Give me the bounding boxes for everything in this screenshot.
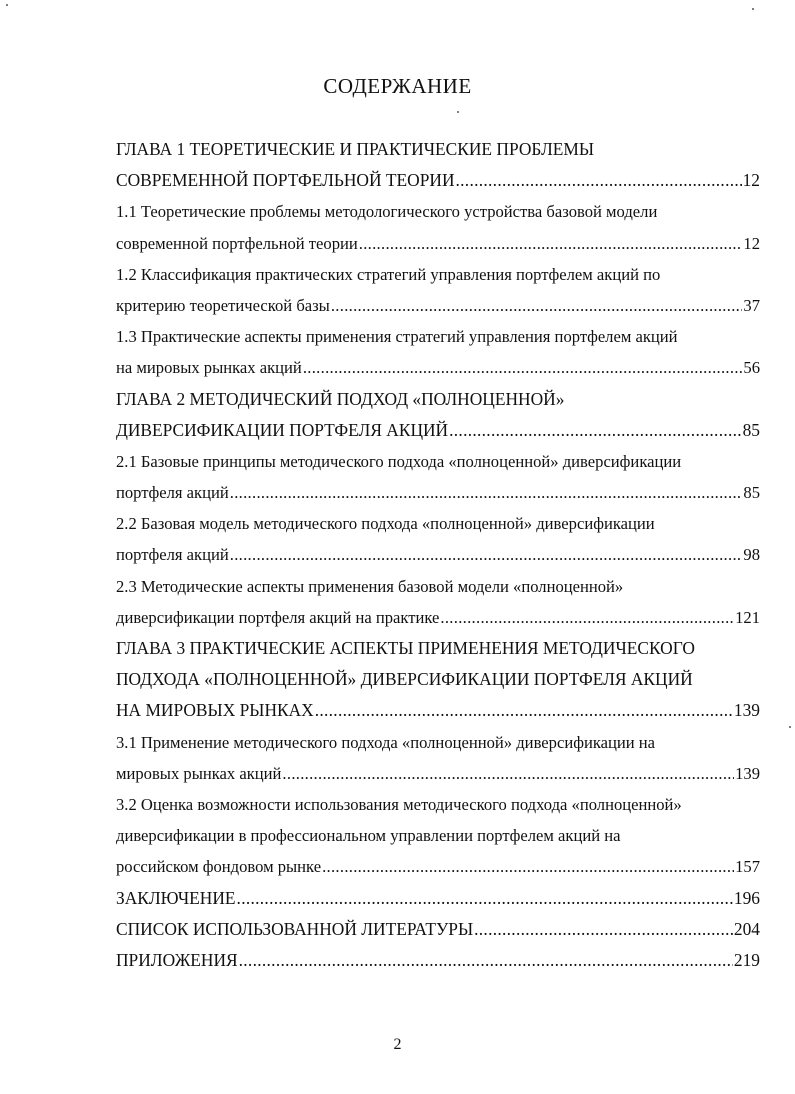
dot-leader (449, 415, 741, 446)
dot-leader (331, 290, 743, 321)
toc-entry-appendices[interactable] (116, 945, 760, 976)
toc-entry-2-1[interactable] (116, 446, 760, 508)
toc-page-number: 85 (743, 483, 760, 503)
dot-leader (230, 539, 743, 570)
scan-speck (6, 4, 8, 6)
scan-speck (789, 726, 791, 728)
toc-line: критерию теоретической базы (116, 295, 330, 315)
toc-page-number: 139 (733, 700, 760, 721)
toc-line: 2.3 Методические аспекты применения базовой модели «полноценной» (116, 576, 624, 596)
scan-speck (457, 111, 459, 113)
toc-page-number: 37 (743, 295, 760, 315)
toc-entry-chapter-1[interactable] (116, 134, 760, 196)
dot-leader (322, 851, 734, 882)
dot-leader (359, 228, 743, 259)
toc-line: диверсификации портфеля акций на практике (116, 607, 440, 627)
toc-page-number: 56 (743, 358, 760, 378)
toc-entry-chapter-3[interactable] (116, 633, 760, 727)
toc-entry-2-3[interactable] (116, 571, 760, 633)
toc-page-number: 12 (742, 170, 760, 191)
toc-entry-2-2[interactable] (116, 508, 760, 570)
toc-page-number: 98 (743, 545, 760, 565)
dot-leader (440, 602, 734, 633)
toc-entry-3-2[interactable] (116, 789, 760, 883)
toc-page-number: 204 (733, 918, 760, 939)
toc-line: ЗАКЛЮЧЕНИЕ (116, 887, 236, 908)
toc-line: 3.1 Применение методического подхода «полноценной» диверсификации на (116, 732, 656, 752)
dot-leader (315, 695, 733, 726)
dot-leader (282, 758, 734, 789)
dot-leader (474, 914, 733, 945)
toc-line: мировых рынках акций (116, 763, 282, 783)
dot-leader (237, 883, 733, 914)
toc-page-number: 121 (735, 607, 760, 627)
toc-line: 1.2 Классификация практических стратегий управления портфелем акций по (116, 264, 661, 284)
page-number: 2 (393, 1036, 402, 1053)
dot-leader (456, 165, 742, 196)
toc-line: ГЛАВА 2 МЕТОДИЧЕСКИЙ ПОДХОД «ПОЛНОЦЕННОЙ» (116, 388, 565, 409)
toc-line: ПОДХОДА «ПОЛНОЦЕННОЙ» ДИВЕРСИФИКАЦИИ ПОРТФЕЛЯ АКЦИЙ (116, 669, 693, 690)
toc-line: портфеля акций (116, 545, 229, 565)
toc-line: 1.3 Практические аспекты применения стратегий управления портфелем акций (116, 327, 678, 347)
toc-line: ГЛАВА 1 ТЕОРЕТИЧЕСКИЕ И ПРАКТИЧЕСКИЕ ПРОБЛЕМЫ (116, 139, 594, 159)
toc-line: 1.1 Теоретические проблемы методологического устройства базовой модели (116, 202, 658, 222)
toc-page-number: 219 (733, 949, 760, 970)
toc-line: российском фондовом рынке (116, 857, 322, 877)
toc-entry-chapter-2[interactable] (116, 384, 760, 446)
toc-line: ПРИЛОЖЕНИЯ (116, 949, 238, 970)
toc-page-number: 139 (735, 763, 760, 783)
toc-line: ГЛАВА 3 ПРАКТИЧЕСКИЕ АСПЕКТЫ ПРИМЕНЕНИЯ МЕТОДИЧЕСКОГО (116, 638, 695, 658)
toc-line: СОВРЕМЕННОЙ ПОРТФЕЛЬНОЙ ТЕОРИИ (116, 170, 455, 191)
toc-line: 3.2 Оценка возможности использования методического подхода «полноценной» (116, 794, 682, 814)
toc-line: на мировых рынках акций (116, 358, 302, 378)
page-title: СОДЕРЖАНИЕ (323, 74, 472, 98)
dot-leader (239, 945, 733, 976)
scan-speck (752, 8, 754, 10)
toc-line: портфеля акций (116, 483, 229, 503)
toc-page-number: 157 (735, 857, 760, 877)
toc-line: диверсификации в профессиональном управлении портфелем акций на (116, 826, 621, 846)
toc-line: 2.2 Базовая модель методического подхода «полноценной» диверсификации (116, 514, 655, 534)
toc-entry-1-2[interactable] (116, 259, 760, 321)
toc-page-number: 196 (733, 887, 760, 908)
toc-line: ДИВЕРСИФИКАЦИИ ПОРТФЕЛЯ АКЦИЙ (116, 419, 449, 440)
toc-line: НА МИРОВЫХ РЫНКАХ (116, 700, 314, 721)
toc-line: СПИСОК ИСПОЛЬЗОВАННОЙ ЛИТЕРАТУРЫ (116, 918, 474, 939)
toc-page-number: 12 (743, 233, 760, 253)
toc-entry-references[interactable] (116, 914, 760, 945)
toc-line: современной портфельной теории (116, 233, 358, 253)
dot-leader (303, 352, 743, 383)
dot-leader (230, 477, 743, 508)
toc-line: 2.1 Базовые принципы методического подхода «полноценной» диверсификации (116, 451, 682, 471)
toc-entry-3-1[interactable] (116, 727, 760, 789)
toc-entry-1-1[interactable] (116, 196, 760, 258)
toc-page-number: 85 (742, 419, 760, 440)
toc-entry-conclusion[interactable] (116, 883, 760, 914)
table-of-contents (116, 134, 760, 976)
toc-entry-1-3[interactable] (116, 321, 760, 383)
